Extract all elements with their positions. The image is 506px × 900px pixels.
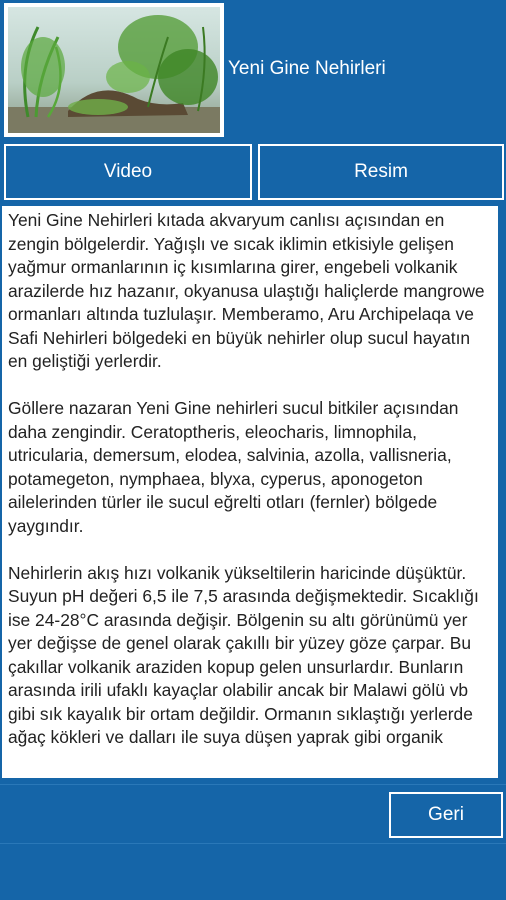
image-button[interactable]: Resim — [258, 144, 504, 200]
video-button[interactable]: Video — [4, 144, 252, 200]
back-button[interactable]: Geri — [389, 792, 503, 838]
article-paragraph: Nehirlerin akış hızı volkanik yükseltilerin haricinde düşüktür. Suyun pH değeri 6,5 ile 7,5 arasında değişmektedir. Sıcaklığı ise 24-28°C arasında değişir. Bölgenin su altı görünümü yer yer değişse de genel olarak çakıllı bir yüzey göze çarpar. Bu çakıllar volkanik araziden kopup gelen unsurlardır. Bunların arasında irili ufaklı kayaçlar olabilir ancak bir Malawi gölü vb gibi sık kayalık bir ortam değildir. Ormanın sıklaştığı yerlerde ağaç kökleri ve dalları ile suya düşen yaprak gibi organik — [8, 562, 479, 747]
header — [0, 0, 506, 140]
page-title: Yeni Gine Nehirleri — [228, 58, 386, 79]
article-paragraph: Göllere nazaran Yeni Gine nehirleri sucul bitkiler açısından daha zengindir. Ceratoptheris, eleocharis, limnophila, utricularia, demersum, elodea, salvinia, azolla, vallisneria, potamegeton, nymphaea, blyxa, cyperus, aponogeton ailelerinden türler ile sucul eğrelti otları (fernler) bölgede yaygındır. — [8, 398, 459, 536]
aquarium-thumbnail — [4, 3, 224, 137]
aquarium-image — [8, 7, 220, 133]
article-paragraph: Yeni Gine Nehirleri kıtada akvaryum canlısı açısından en zengin bölgelerdir. Yağışlı ve sıcak iklimin etkisiyle gelişen yağmur ormanlarının iç kısımlarına girer, engebeli volkanik arazilerde hız hazanır, okyanusa ulaştığı haliçlerde mangrowe ormanları altında tuzlulaşır. Memberamo, Aru Archipelaqa ve Safi Nehirleri bölgedeki en büyük nehirler olup sucul hayatın en geliştiği yerlerdir. — [8, 210, 485, 371]
article-text-area[interactable] — [0, 204, 500, 780]
